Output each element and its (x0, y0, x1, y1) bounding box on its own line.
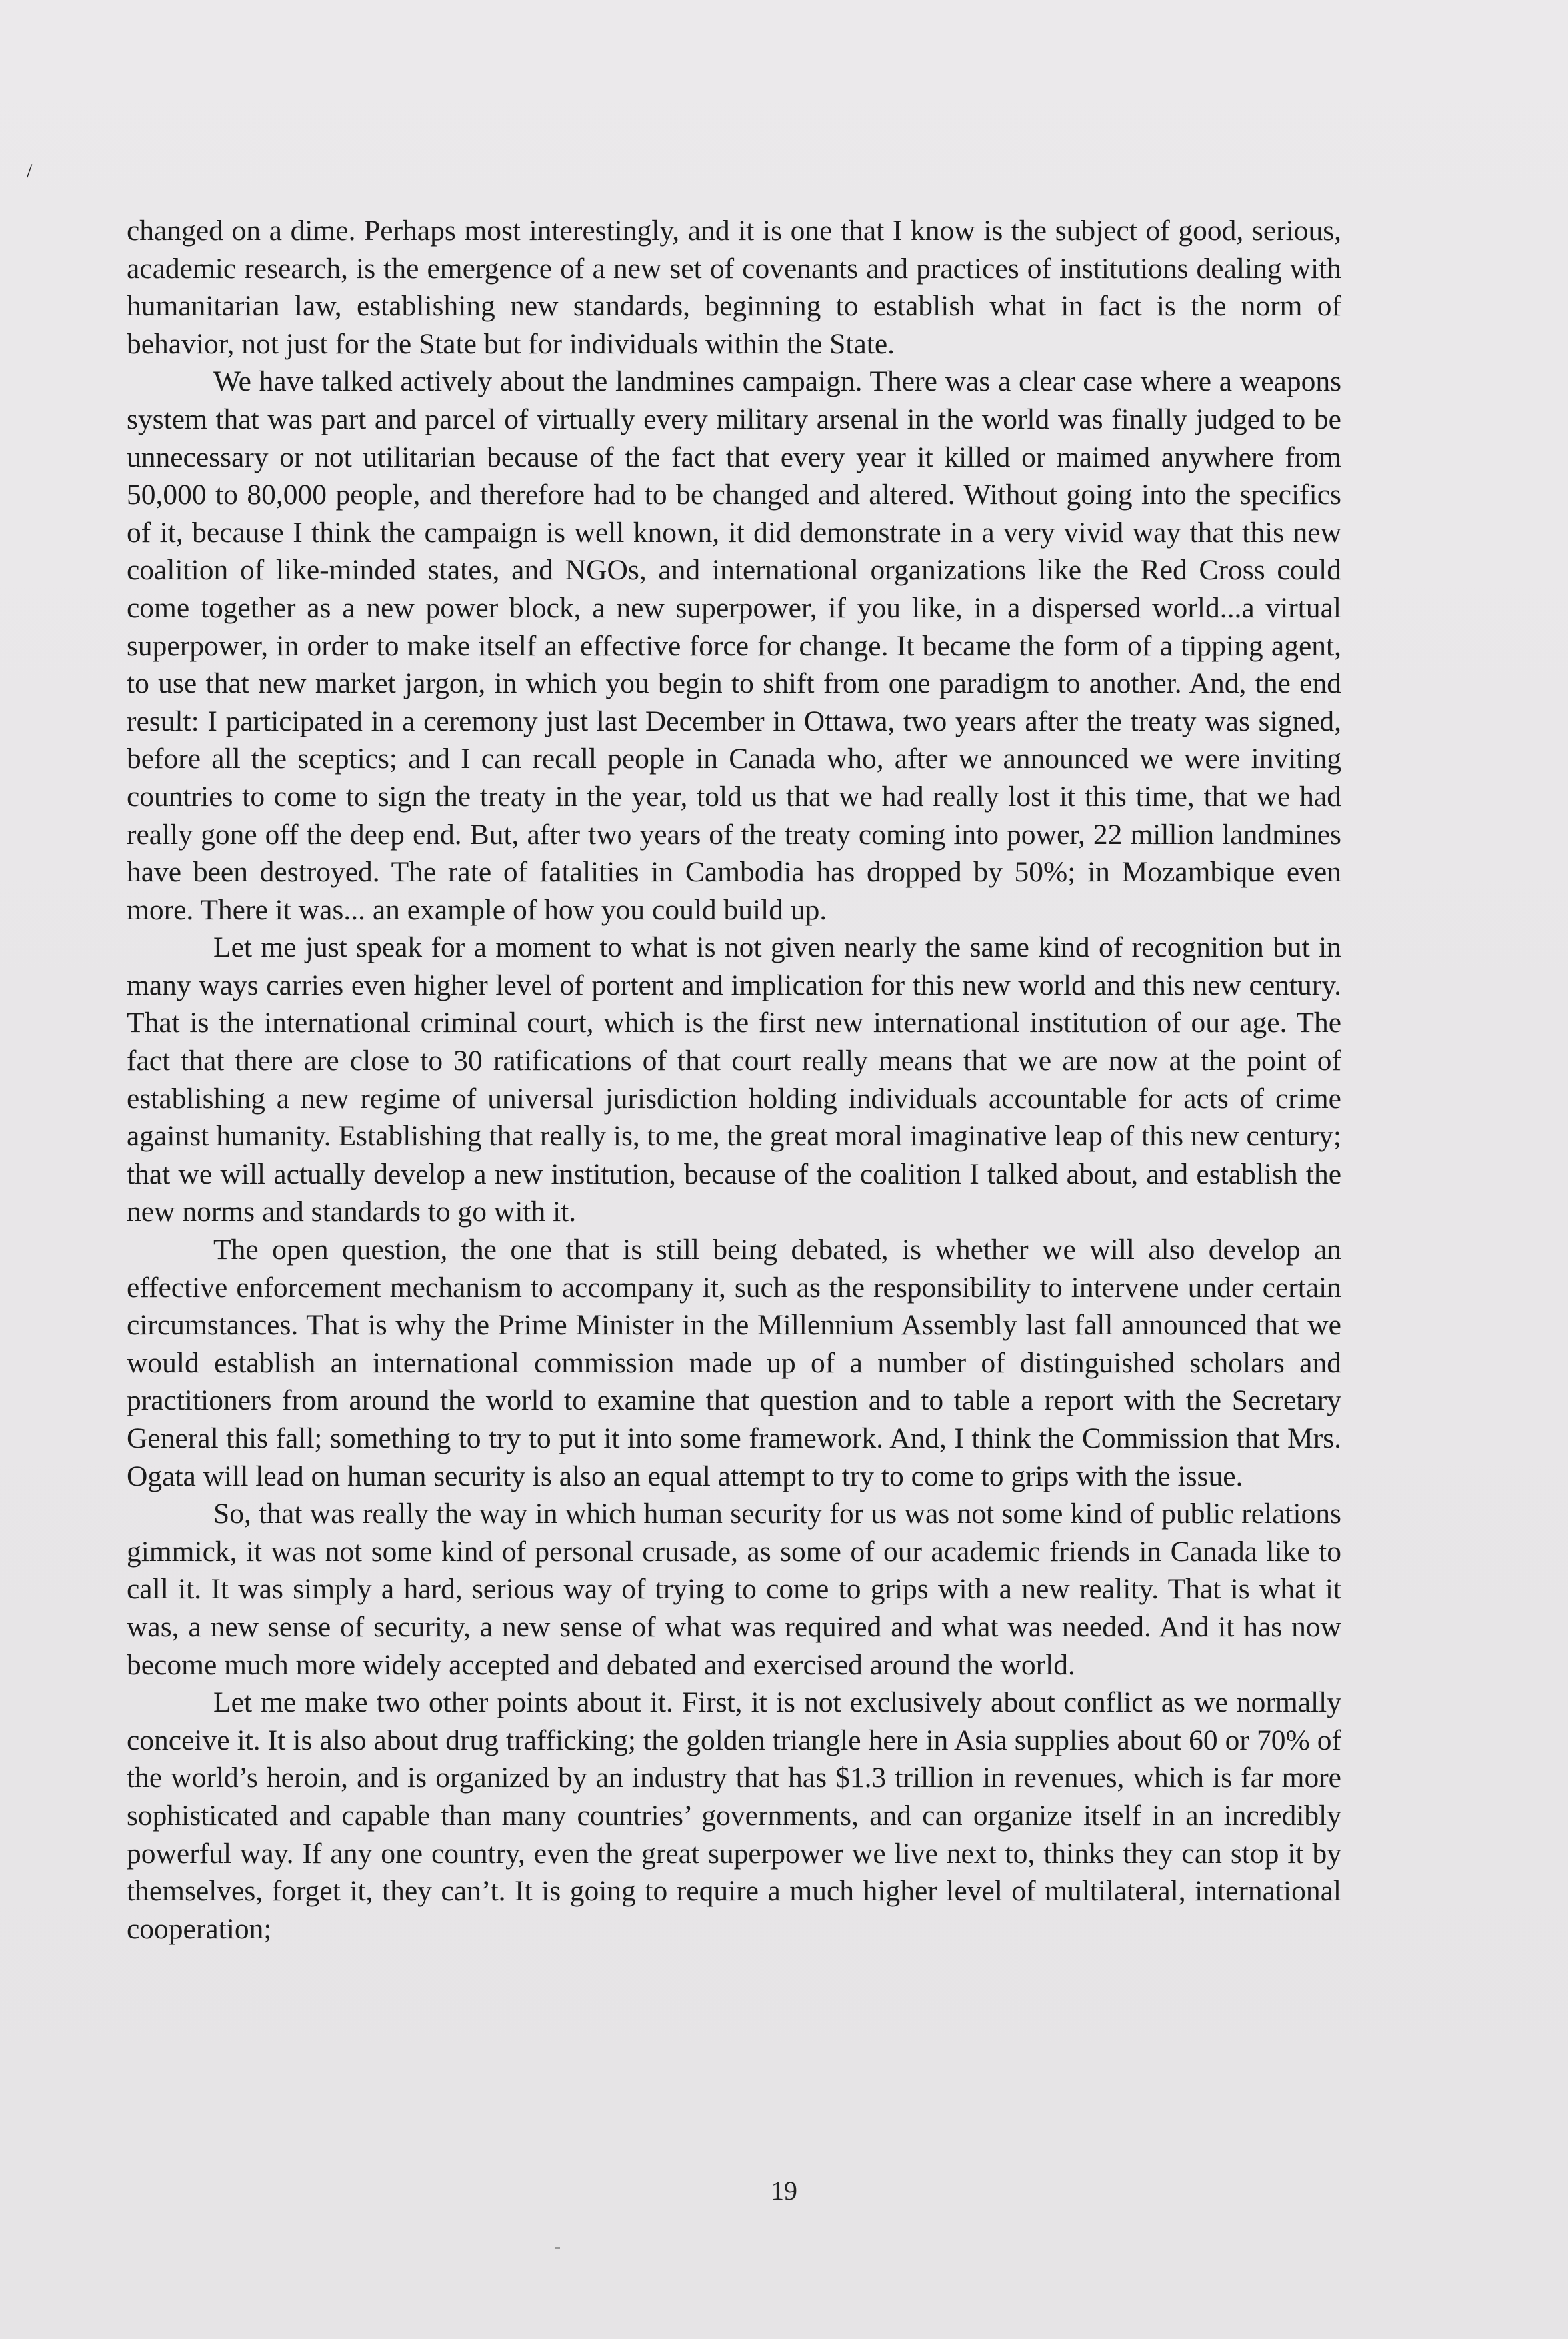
stray-dot (555, 2247, 560, 2249)
paragraph: So, that was really the way in which human security for us was not some kind of public relations gimmick, it was not some kind of personal crusade, as some of our academic friends in Canada like to call it. It was simply a hard, serious way of trying to come to grips with a new reality. That is what it was, a new sense of security, a new sense of what was required and what was needed. And it has now become much more widely accepted and debated and exercised around the world. (127, 1498, 1341, 1681)
paragraph: We have talked actively about the landmines campaign. There was a clear case where a weapons system that was part and parcel of virtually every military arsenal in the world was finally judged to be unnecessary or not utilitarian because of the fact that every year it killed or maimed anywhere from 50,000 to 80,000 people, and therefore had to be changed and altered. Without going into the specifics of it, because I think the campaign is well known, it did demonstrate in a very vivid way that this new coalition of like-minded states, and NGOs, and international organizations like the Red Cross could come together as a new power block, a new superpower, if you like, in a dispersed world...a virtual superpower, in order to make itself an effective force for change. It became the form of a tipping agent, to use that new market jargon, in which you begin to shift from one paradigm to another. And, the end result: I participated in a ceremony just last December in Ottawa, two years after the treaty was signed, before all the sceptics; and I can recall people in Canada who, after we announced we were inviting countries to come to sign the treaty in the year, told us that we had really lost it this time, that we had really gone off the deep end. But, after two years of the treaty coming into power, 22 million landmines have been destroyed. The rate of fatalities in Cambodia has dropped by 50%; in Mozambique even more. There it was... an example of how you could build up. (127, 365, 1341, 926)
paragraph: Let me make two other points about it. First, it is not exclusively about conflict as we normally conceive it. It is also about drug trafficking; the golden triangle here in Asia supplies about 60 or 70% of the world’s heroin, and is organized by an industry that has $1.3 trillion in revenues, which is far more sophisticated and capable than many countries’ governments, and can organize itself in an incredibly powerful way. If any one country, even the great superpower we live next to, thinks they can stop it by themselves, forget it, they can’t. It is going to require a much higher level of multilateral, international cooperation; (127, 1686, 1341, 1945)
paragraph: The open question, the one that is still being debated, is whether we will also develop an effective enforcement mechanism to accompany it, such as the responsibility to intervene under certain circumstances. That is why the Prime Minister in the Millennium Assembly last fall announced that we would establish an international commission made up of a number of distinguished scholars and practitioners from around the world to examine that question and to table a report with the Secretary General this fall; something to try to put it into some framework. And, I think the Commission that Mrs. Ogata will lead on human security is also an equal attempt to try to come to grips with the issue. (127, 1234, 1341, 1492)
paragraph: changed on a dime. Perhaps most interestingly, and it is one that I know is the subject of good, serious, academic research, is the emergence of a new set of covenants and practices of institutions dealing with humanitarian law, establishing new standards, beginning to establish what in fact is the norm of behavior, not just for the State but for individuals within the State. (127, 215, 1341, 360)
stray-mark: / (27, 160, 33, 182)
paragraph: Let me just speak for a moment to what is not given nearly the same kind of recognition but in many ways carries even higher level of portent and implication for this new world and this new century. That is the international criminal court, which is the first new international institution of our age. The fact that there are close to 30 ratifications of that court really means that we are now at the point of establishing a new regime of universal jurisdiction holding individuals accountable for acts of crime against humanity. Establishing that really is, to me, the great moral imaginative leap of this new century; that we will actually develop a new institution, because of the coalition I talked about, and establish the new norms and standards to go with it. (127, 931, 1341, 1228)
body-text (127, 212, 1341, 1948)
page-number: 19 (771, 2176, 797, 2206)
